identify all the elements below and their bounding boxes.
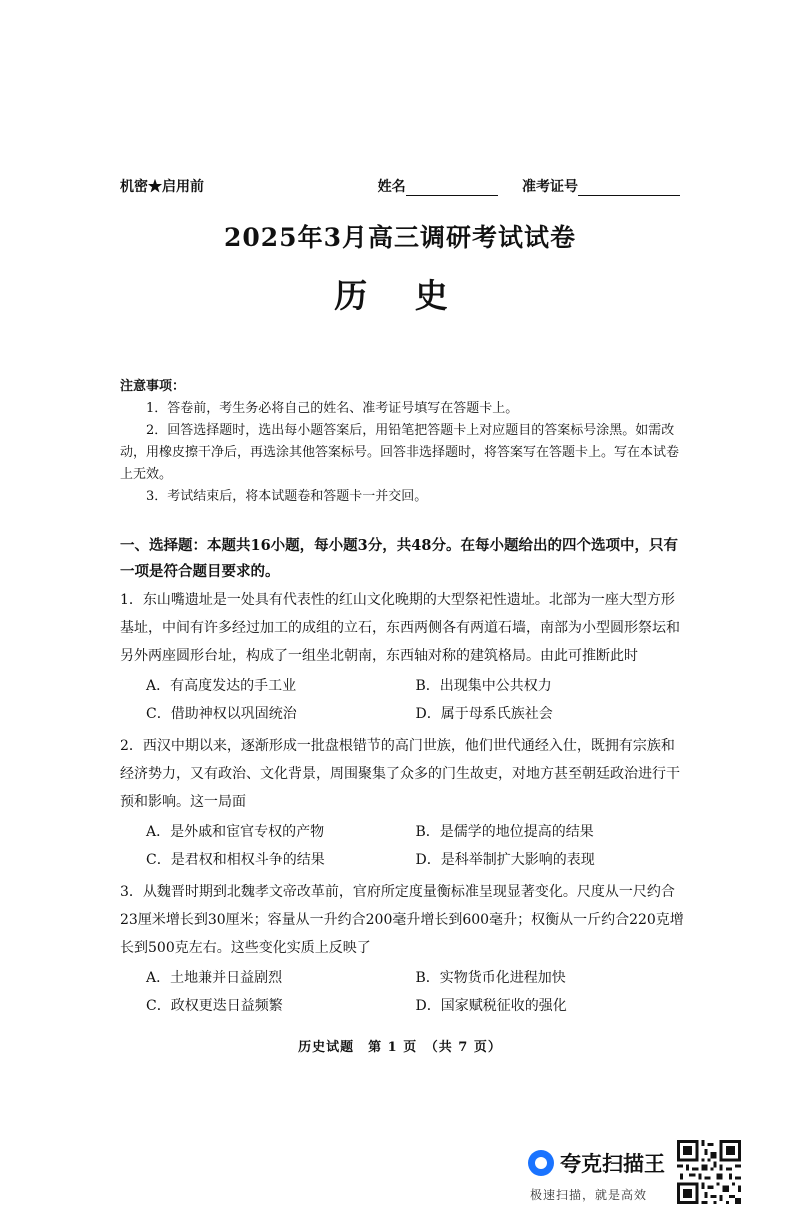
option-c: C．是君权和相权斗争的结果 (146, 852, 325, 868)
option-a: A．土地兼并日益剧烈 (146, 970, 283, 986)
header-line (120, 176, 680, 198)
option-grid (120, 818, 685, 874)
scanner-brand-name: 夸克扫描王 (560, 1152, 665, 1176)
notice-heading: 注意事项： (120, 379, 186, 394)
scanner-slogan: 极速扫描，就是高效 (530, 1188, 648, 1202)
option-d: D．属于母系氏族社会 (415, 706, 553, 722)
notice-item: 1．答卷前，考生务必将自己的姓名、准考证号填写在答题卡上。 (146, 401, 519, 416)
option-a: A．是外戚和宦官专权的产物 (146, 824, 325, 840)
option-b: B．是儒学的地位提高的结果 (415, 824, 594, 840)
question-stem: 2．西汉中期以来，逐渐形成一批盘根错节的高门世族，他们世代通经入仕，既拥有宗族和经济势力，又有政治、文化背景，周围聚集了众多的门生故吏，对地方甚至朝廷政治进行干预和影响。这一局面 (120, 738, 680, 810)
question-item (120, 878, 685, 1020)
option-a: A．有高度发达的手工业 (146, 678, 297, 694)
id-label: 准考证号 (522, 179, 578, 195)
exam-title: 2025年3月高三调研考试试卷 (224, 223, 576, 252)
notice-block (120, 376, 685, 508)
notice-item: 3．考试结束后，将本试题卷和答题卡一并交回。 (146, 489, 428, 504)
option-grid (120, 964, 685, 1020)
question-stem: 1．东山嘴遗址是一处具有代表性的红山文化晚期的大型祭祀性遗址。北部为一座大型方形基址，中间有许多经过加工的成组的立石，东西两侧各有两道石墙，南部为小型圆形祭坛和另外两座圆形台址，构成了一组坐北朝南，东西轴对称的建筑格局。由此可推断此时 (120, 592, 680, 664)
option-grid (120, 672, 685, 728)
secret-label: 机密★启用前 (120, 179, 204, 195)
candidate-fields (378, 176, 680, 196)
id-blank (578, 181, 680, 196)
notice-item: 2．回答选择题时，选出每小题答案后，用铅笔把答题卡上对应题目的答案标号涂黑。如需改动，用橡皮擦干净后，再选涂其他答案标号。回答非选择题时，将答案写在答题卡上。写在本试卷上无效。 (120, 423, 680, 482)
question-item (120, 732, 685, 874)
qr-code-icon (677, 1140, 741, 1204)
question-item (120, 586, 685, 728)
question-list (120, 586, 685, 1024)
name-label: 姓名 (377, 179, 406, 195)
option-b: B．出现集中公共权力 (415, 678, 552, 694)
subject-title: 历 史 (334, 276, 466, 315)
option-d: D．国家赋税征收的强化 (415, 998, 567, 1014)
name-blank (406, 181, 498, 196)
section-heading: 一、选择题：本题共16小题，每小题3分，共48分。在每小题给出的四个选项中，只有一项是符合题目要求的。 (120, 537, 678, 580)
option-c: C．借助神权以巩固统治 (146, 706, 297, 722)
option-b: B．实物货币化进程加快 (415, 970, 566, 986)
option-c: C．政权更迭日益频繁 (146, 998, 283, 1014)
scanner-logo-icon (528, 1150, 554, 1176)
question-stem: 3．从魏晋时期到北魏孝文帝改革前，官府所定度量衡标准呈现显著变化。尺度从一尺约合23厘米增长到30厘米；容量从一升约合200毫升增长到600毫升；权衡从一斤约合220克增长到500克左右。这些变化实质上反映了 (120, 884, 684, 956)
option-d: D．是科举制扩大影响的表现 (415, 852, 595, 868)
page-footer: 历史试题 第 1 页 （共 7 页） (298, 1040, 502, 1055)
scanner-watermark (528, 1146, 673, 1206)
